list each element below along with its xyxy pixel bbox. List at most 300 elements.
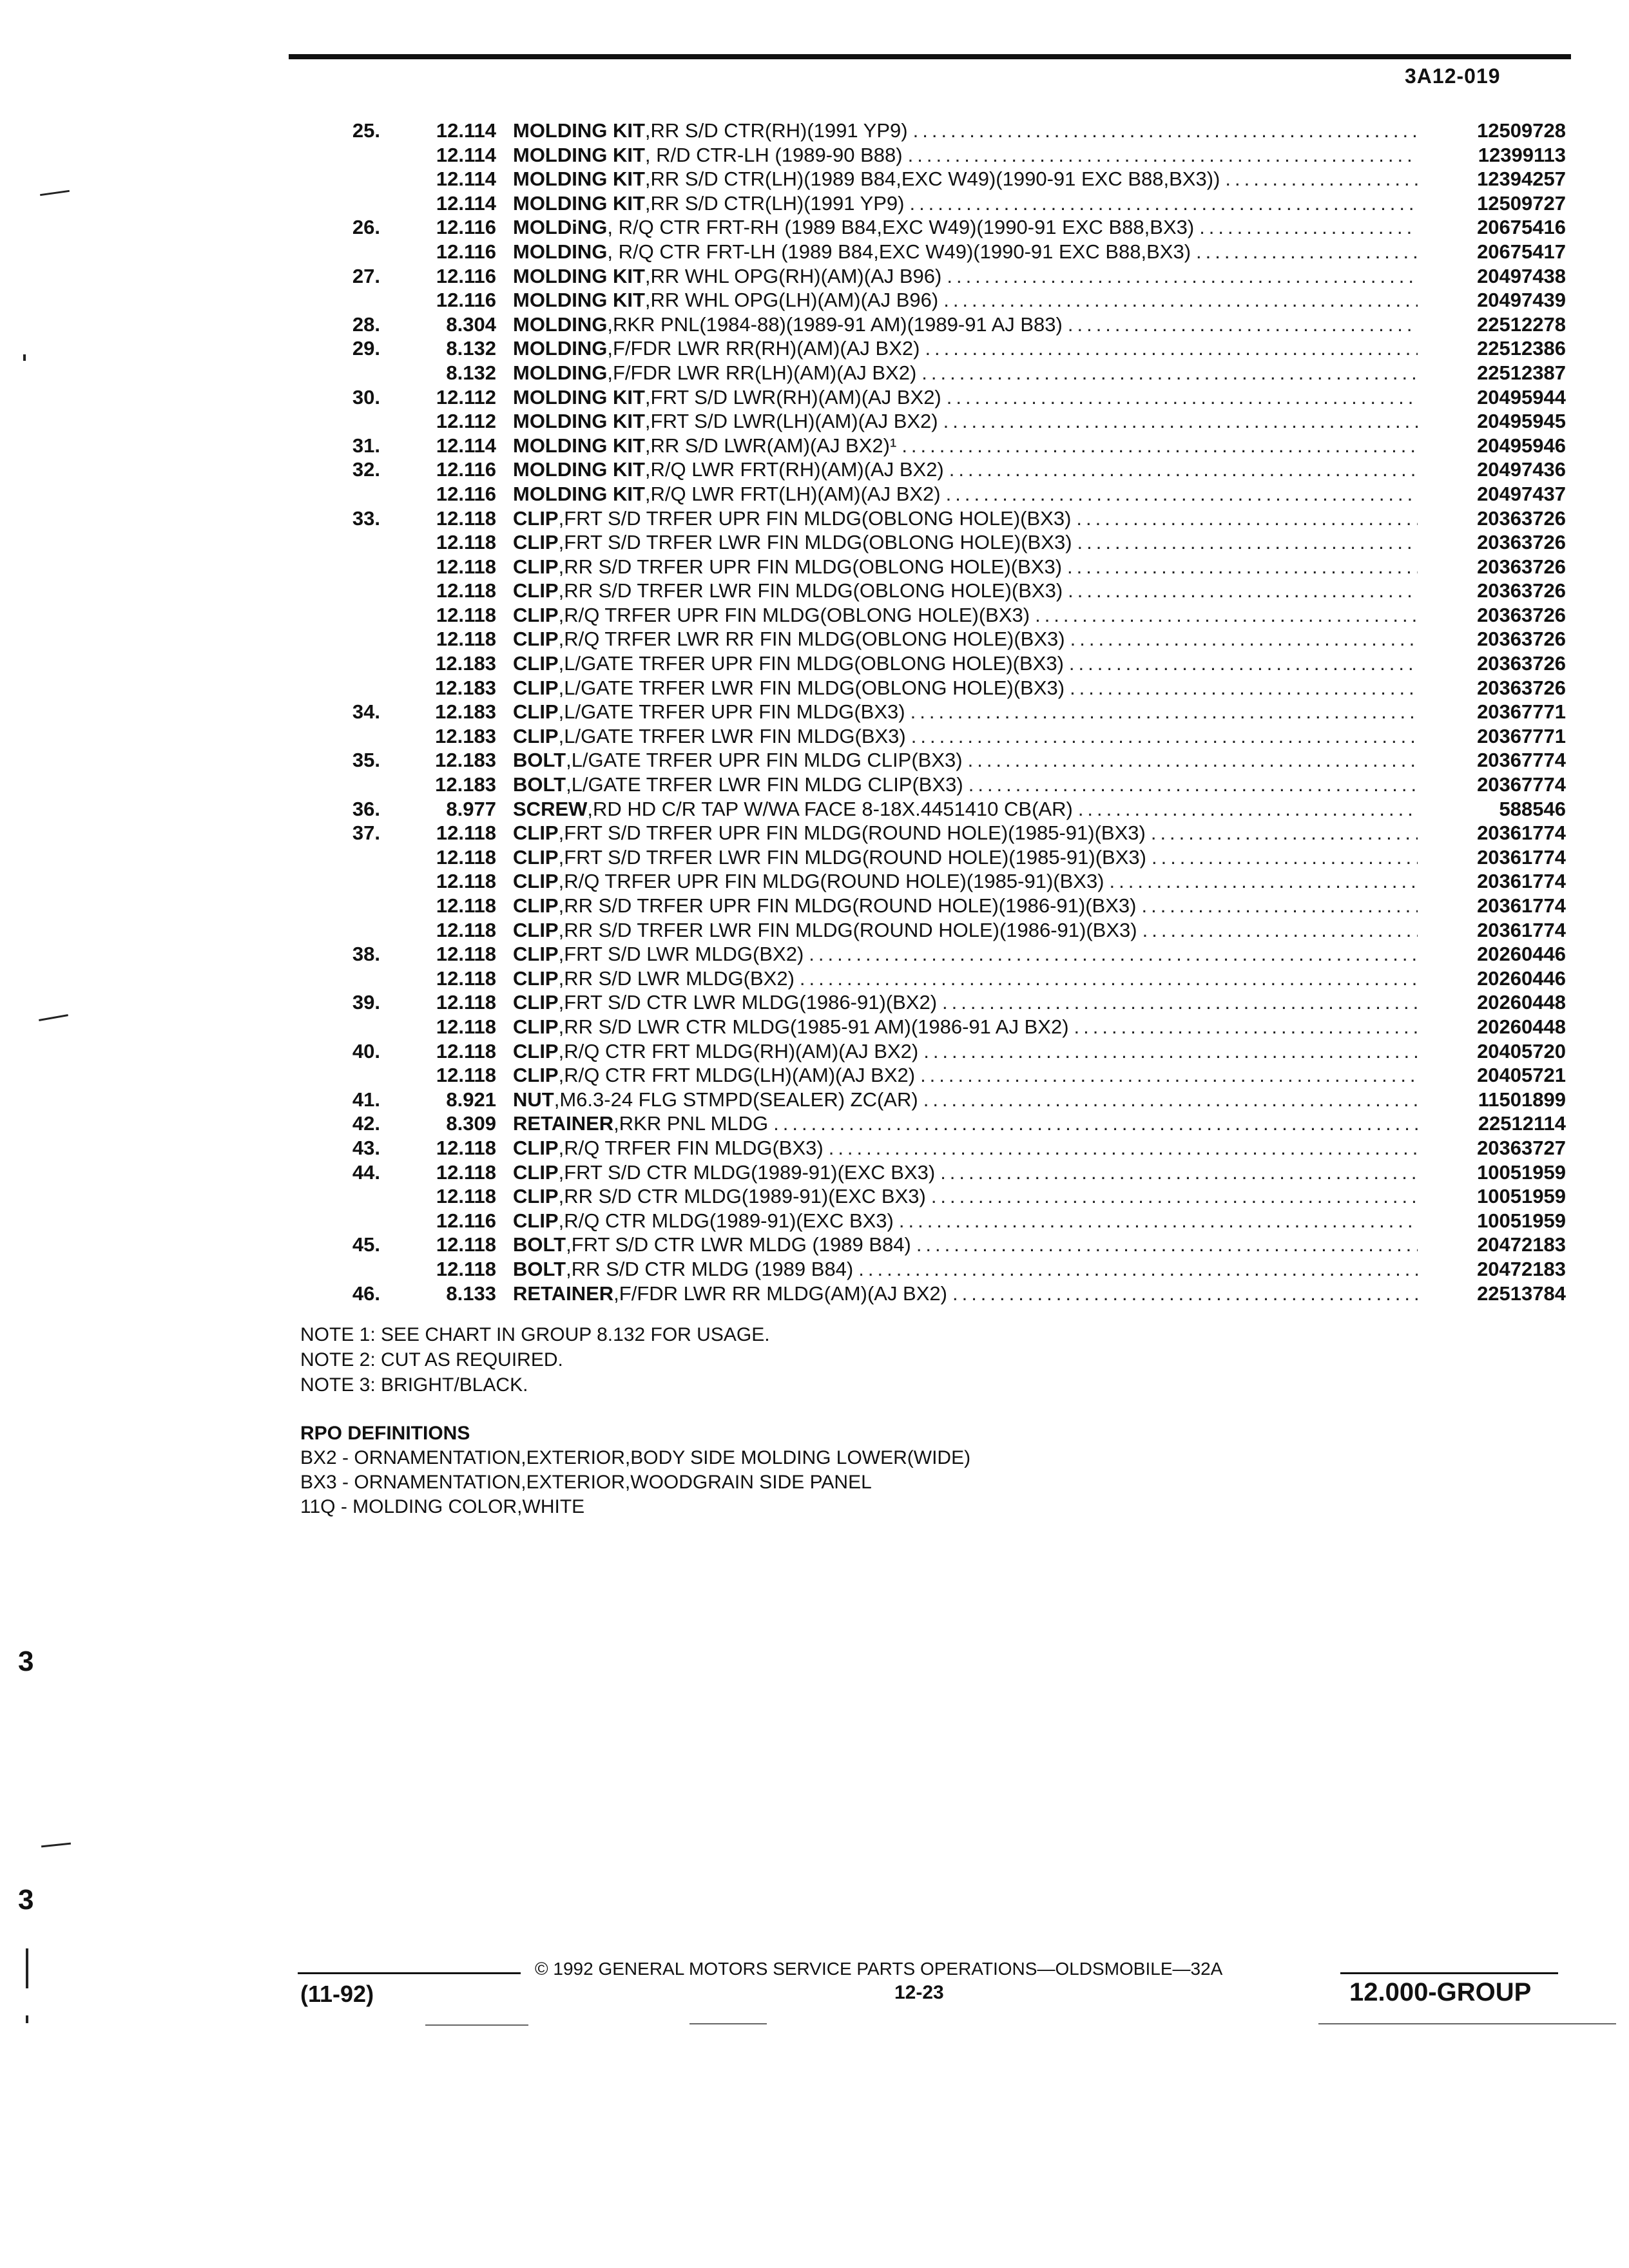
part-name: MOLDING KIT xyxy=(513,143,645,166)
part-name: RETAINER xyxy=(513,1282,614,1305)
leader-dots xyxy=(1199,215,1418,240)
part-number: 12394257 xyxy=(1477,168,1566,191)
group-number: 12.116 xyxy=(436,240,496,263)
part-description xyxy=(513,579,1424,603)
ref-number: 38. xyxy=(352,943,380,966)
part-name: CLIP xyxy=(513,724,559,747)
part-name: MOLDiNG xyxy=(513,216,608,239)
part-detail: ,RR WHL OPG(RH)(AM)(AJ B96) xyxy=(644,264,942,287)
part-row xyxy=(303,724,1566,749)
part-row xyxy=(303,1282,1566,1306)
part-description xyxy=(513,773,1424,797)
ref-number: 43. xyxy=(352,1136,380,1159)
part-row xyxy=(303,1184,1566,1209)
part-row xyxy=(303,361,1566,385)
part-description xyxy=(513,1111,1424,1136)
margin-tick-2 xyxy=(26,2015,28,2023)
part-name: BOLT xyxy=(513,749,566,772)
part-description xyxy=(513,555,1424,579)
ref-number: 42. xyxy=(352,1112,380,1135)
part-name: MOLDING KIT xyxy=(513,482,645,505)
part-name: MOLDING KIT xyxy=(513,119,645,142)
part-detail: ,L/GATE TRFER LWR FIN MLDG CLIP(BX3) xyxy=(566,773,963,796)
rpo-definition-bx2: BX2 - ORNAMENTATION,EXTERIOR,BODY SIDE MOLDING LOWER(WIDE) xyxy=(300,1447,971,1468)
group-number: 12.116 xyxy=(436,458,496,481)
leader-dots xyxy=(909,191,1418,216)
group-number: 12.112 xyxy=(436,410,496,433)
part-name: CLIP xyxy=(513,506,559,530)
part-name: MOLDING KIT xyxy=(513,191,645,215)
part-name: CLIP xyxy=(513,918,559,941)
part-name: CLIP xyxy=(513,628,559,651)
group-number: 8.309 xyxy=(446,1112,496,1135)
part-row xyxy=(303,845,1566,870)
leader-dots xyxy=(947,385,1418,410)
part-row xyxy=(303,119,1566,143)
leader-dots xyxy=(911,700,1418,724)
margin-dash-3 xyxy=(41,1843,71,1848)
part-description xyxy=(513,603,1424,628)
part-detail: ,RR S/D TRFER UPR FIN MLDG(OBLONG HOLE)(BX3) xyxy=(558,555,1063,578)
part-row xyxy=(303,700,1566,724)
part-detail: ,FRT S/D CTR MLDG(1989-91)(EXC BX3) xyxy=(558,1160,936,1184)
part-number: 20497437 xyxy=(1477,482,1566,505)
leader-dots xyxy=(1077,530,1418,555)
part-description xyxy=(513,1015,1424,1039)
ref-number: 29. xyxy=(352,337,380,360)
part-name: MOLDING KIT xyxy=(513,264,645,287)
part-description xyxy=(513,942,1424,966)
part-number: 20260448 xyxy=(1477,991,1566,1014)
margin-bar xyxy=(26,1948,28,1988)
part-description xyxy=(513,845,1424,870)
page-id: 3A12-019 xyxy=(1405,64,1501,88)
group-number: 12.116 xyxy=(436,216,496,239)
part-detail: ,R/Q CTR FRT MLDG(LH)(AM)(AJ BX2) xyxy=(558,1064,916,1087)
part-number: 20363726 xyxy=(1477,531,1566,554)
part-row xyxy=(303,990,1566,1015)
group-number: 12.118 xyxy=(436,1185,496,1208)
part-name: CLIP xyxy=(513,894,559,917)
part-detail: ,FRT S/D TRFER UPR FIN MLDG(OBLONG HOLE)(BX3) xyxy=(558,506,1072,530)
part-detail: ,RR S/D TRFER UPR FIN MLDG(ROUND HOLE)(1986-91)(BX3) xyxy=(558,894,1137,917)
part-description xyxy=(513,312,1424,337)
part-name: MOLDING KIT xyxy=(513,385,645,408)
leader-dots xyxy=(809,942,1418,966)
part-description xyxy=(513,361,1424,385)
part-number: 20367774 xyxy=(1477,749,1566,772)
note-2: NOTE 2: CUT AS REQUIRED. xyxy=(300,1349,563,1370)
part-number: 20363726 xyxy=(1477,676,1566,699)
part-description xyxy=(513,748,1424,773)
rpo-definition-11q: 11Q - MOLDING COLOR,WHITE xyxy=(300,1496,585,1517)
group-number: 12.118 xyxy=(436,870,496,893)
part-row xyxy=(303,748,1566,773)
part-row xyxy=(303,336,1566,361)
leader-dots xyxy=(923,1039,1418,1064)
ref-number: 25. xyxy=(352,119,380,142)
part-description xyxy=(513,1257,1424,1282)
part-name: RETAINER xyxy=(513,1112,614,1135)
part-row xyxy=(303,191,1566,216)
part-description xyxy=(513,264,1424,289)
part-name: CLIP xyxy=(513,1015,559,1038)
part-name: CLIP xyxy=(513,676,559,699)
part-description xyxy=(513,482,1424,506)
part-name: CLIP xyxy=(513,579,559,602)
part-name: CLIP xyxy=(513,991,559,1014)
part-detail: ,RR S/D CTR(LH)(1989 B84,EXC W49)(1990-91 EXC B88,BX3)) xyxy=(644,168,1220,191)
group-number: 12.118 xyxy=(436,894,496,917)
part-row xyxy=(303,797,1566,822)
part-number: 10051959 xyxy=(1477,1185,1566,1208)
part-row xyxy=(303,579,1566,603)
leader-dots xyxy=(1225,167,1418,191)
part-name: MOLDING xyxy=(513,337,608,360)
leader-dots xyxy=(899,1209,1418,1233)
leader-dots xyxy=(1067,555,1418,579)
part-row xyxy=(303,240,1566,264)
part-description xyxy=(513,530,1424,555)
leader-dots xyxy=(1151,821,1418,845)
margin-dash-2 xyxy=(39,1014,68,1021)
leader-dots xyxy=(1070,627,1418,651)
part-name: CLIP xyxy=(513,1136,559,1159)
part-number: 20497436 xyxy=(1477,458,1566,481)
part-number: 22512114 xyxy=(1478,1112,1566,1135)
part-description xyxy=(513,966,1424,991)
part-row xyxy=(303,942,1566,966)
part-row xyxy=(303,555,1566,579)
leader-dots xyxy=(1069,651,1418,676)
footer-rule-left xyxy=(298,1972,521,1974)
leader-dots xyxy=(923,1088,1418,1112)
part-number: 12509728 xyxy=(1477,119,1566,142)
part-description xyxy=(513,409,1424,434)
footer-page-number: 12-23 xyxy=(894,1982,944,2003)
part-name: MOLDING KIT xyxy=(513,410,645,433)
part-detail: ,F/FDR LWR RR(RH)(AM)(AJ BX2) xyxy=(607,337,920,360)
part-number: 12399113 xyxy=(1478,143,1566,166)
part-number: 20405721 xyxy=(1477,1064,1566,1087)
part-number: 20472183 xyxy=(1477,1257,1566,1280)
part-row xyxy=(303,1088,1566,1112)
part-detail: ,RR S/D TRFER LWR FIN MLDG(OBLONG HOLE)(BX3) xyxy=(558,579,1063,602)
part-row xyxy=(303,1209,1566,1233)
part-name: CLIP xyxy=(513,603,559,626)
part-detail: ,RR S/D CTR(LH)(1991 YP9) xyxy=(644,191,905,215)
part-detail: ,R/Q TRFER UPR FIN MLDG(OBLONG HOLE)(BX3) xyxy=(558,603,1030,626)
part-detail: ,R/Q TRFER FIN MLDG(BX3) xyxy=(558,1136,824,1159)
group-number: 12.116 xyxy=(436,482,496,505)
part-number: 20363726 xyxy=(1477,628,1566,651)
margin-dash-1 xyxy=(40,190,70,196)
group-number: 12.118 xyxy=(436,991,496,1014)
part-row xyxy=(303,1136,1566,1160)
ref-number: 28. xyxy=(352,312,380,336)
part-number: 20367771 xyxy=(1477,700,1566,724)
leader-dots xyxy=(947,264,1418,289)
ref-number: 27. xyxy=(352,264,380,287)
part-description xyxy=(513,1282,1424,1306)
ref-number: 34. xyxy=(352,700,380,724)
part-description xyxy=(513,990,1424,1015)
part-description xyxy=(513,1160,1424,1185)
rpo-title: RPO DEFINITIONS xyxy=(300,1423,470,1444)
part-number: 10051959 xyxy=(1477,1209,1566,1232)
part-detail: ,L/GATE TRFER UPR FIN MLDG(OBLONG HOLE)(BX3) xyxy=(558,652,1064,675)
part-name: MOLDING KIT xyxy=(513,289,645,312)
group-number: 12.183 xyxy=(435,724,496,747)
part-detail: ,RR S/D CTR MLDG (1989 B84) xyxy=(566,1257,854,1280)
part-number: 20363726 xyxy=(1477,506,1566,530)
part-detail: ,FRT S/D LWR(RH)(AM)(AJ BX2) xyxy=(644,385,941,408)
part-name: CLIP xyxy=(513,1209,559,1232)
margin-glyph-2: 3 xyxy=(18,1884,34,1916)
group-number: 12.118 xyxy=(436,1233,496,1256)
part-description xyxy=(513,119,1424,143)
part-row xyxy=(303,506,1566,531)
part-row xyxy=(303,1039,1566,1064)
part-row xyxy=(303,409,1566,434)
part-detail: ,RKR PNL MLDG xyxy=(613,1112,769,1135)
leader-dots xyxy=(969,773,1418,797)
group-number: 12.118 xyxy=(436,1160,496,1184)
part-number: 20361774 xyxy=(1477,918,1566,941)
ref-number: 45. xyxy=(352,1233,380,1256)
group-number: 12.114 xyxy=(436,143,496,166)
part-number: 20367774 xyxy=(1477,773,1566,796)
leader-dots xyxy=(946,482,1418,506)
part-detail: , R/Q CTR FRT-LH (1989 B84,EXC W49)(1990-91 EXC B88,BX3) xyxy=(607,240,1191,263)
part-detail: ,FRT S/D CTR LWR MLDG (1989 B84) xyxy=(566,1233,911,1256)
copyright-text: © 1992 GENERAL MOTORS SERVICE PARTS OPERATIONS—OLDSMOBILE—32A xyxy=(535,1959,1223,1979)
group-number: 8.132 xyxy=(446,337,496,360)
ref-number: 31. xyxy=(352,434,380,457)
part-number: 20405720 xyxy=(1477,1039,1566,1062)
ref-number: 44. xyxy=(352,1160,380,1184)
part-row xyxy=(303,651,1566,676)
part-number: 20363727 xyxy=(1477,1136,1566,1159)
part-name: CLIP xyxy=(513,966,559,990)
part-number: 20472183 xyxy=(1477,1233,1566,1256)
part-description xyxy=(513,215,1424,240)
part-detail: ,R/Q LWR FRT(LH)(AM)(AJ BX2) xyxy=(644,482,941,505)
leader-dots xyxy=(858,1257,1418,1282)
part-number: 20363726 xyxy=(1477,579,1566,602)
part-row xyxy=(303,821,1566,845)
part-name: CLIP xyxy=(513,652,559,675)
group-number: 12.114 xyxy=(436,434,496,457)
part-description xyxy=(513,651,1424,676)
part-row xyxy=(303,312,1566,337)
group-number: 12.183 xyxy=(435,773,496,796)
scan-rule-3 xyxy=(1318,2023,1616,2024)
part-description xyxy=(513,1209,1424,1233)
part-description xyxy=(513,1063,1424,1088)
part-row xyxy=(303,1111,1566,1136)
part-row xyxy=(303,385,1566,410)
part-number: 20675417 xyxy=(1477,240,1566,263)
part-row xyxy=(303,143,1566,168)
leader-dots xyxy=(1142,918,1418,943)
part-name: SCREW xyxy=(513,797,588,820)
rpo-definitions xyxy=(300,1421,970,1519)
part-detail: ,F/FDR LWR RR MLDG(AM)(AJ BX2) xyxy=(613,1282,947,1305)
leader-dots xyxy=(1074,1015,1418,1039)
note-1: NOTE 1: SEE CHART IN GROUP 8.132 FOR USAGE. xyxy=(300,1324,770,1345)
footer-group: 12.000-GROUP xyxy=(1349,1978,1532,2006)
part-name: MOLDING xyxy=(513,240,608,263)
group-number: 12.118 xyxy=(436,579,496,602)
group-number: 12.183 xyxy=(435,676,496,699)
part-number: 22512278 xyxy=(1477,312,1566,336)
part-description xyxy=(513,700,1424,724)
part-detail: ,RR S/D TRFER LWR FIN MLDG(ROUND HOLE)(1986-91)(BX3) xyxy=(558,918,1137,941)
part-number: 22512387 xyxy=(1477,361,1566,384)
part-description xyxy=(513,894,1424,918)
group-number: 12.118 xyxy=(436,628,496,651)
part-name: NUT xyxy=(513,1088,554,1111)
part-detail: ,RR S/D CTR(RH)(1991 YP9) xyxy=(644,119,908,142)
scan-rule-2 xyxy=(689,2023,767,2024)
part-detail: ,FRT S/D LWR MLDG(BX2) xyxy=(558,943,804,966)
part-detail: ,FRT S/D TRFER UPR FIN MLDG(ROUND HOLE)(1985-91)(BX3) xyxy=(558,822,1146,845)
part-row xyxy=(303,676,1566,700)
part-detail: , R/D CTR-LH (1989-90 B88) xyxy=(644,143,903,166)
part-description xyxy=(513,336,1424,361)
leader-dots xyxy=(773,1111,1418,1136)
part-detail: ,R/Q CTR FRT MLDG(RH)(AM)(AJ BX2) xyxy=(558,1039,919,1062)
margin-tick-1 xyxy=(23,354,26,361)
group-number: 12.118 xyxy=(436,966,496,990)
group-number: 8.977 xyxy=(446,797,496,820)
group-number: 12.118 xyxy=(436,531,496,554)
part-detail: ,RR WHL OPG(LH)(AM)(AJ B96) xyxy=(644,289,939,312)
part-detail: ,FRT S/D TRFER LWR FIN MLDG(OBLONG HOLE)(BX3) xyxy=(558,531,1072,554)
part-number: 20260446 xyxy=(1477,943,1566,966)
part-name: CLIP xyxy=(513,870,559,893)
group-number: 12.114 xyxy=(436,191,496,215)
leader-dots xyxy=(1141,894,1418,918)
part-name: CLIP xyxy=(513,822,559,845)
part-detail: ,R/Q LWR FRT(RH)(AM)(AJ BX2) xyxy=(644,458,944,481)
part-detail: ,R/Q CTR MLDG(1989-91)(EXC BX3) xyxy=(558,1209,894,1232)
part-name: CLIP xyxy=(513,845,559,869)
part-description xyxy=(513,191,1424,216)
part-name: MOLDING KIT xyxy=(513,434,645,457)
leader-dots xyxy=(901,434,1418,458)
leader-dots xyxy=(925,336,1418,361)
part-row xyxy=(303,457,1566,482)
part-detail: ,FRT S/D CTR LWR MLDG(1986-91)(BX2) xyxy=(558,991,938,1014)
part-number: 22513784 xyxy=(1477,1282,1566,1305)
parts-list xyxy=(303,119,1566,1305)
group-number: 12.114 xyxy=(436,168,496,191)
part-number: 20260448 xyxy=(1477,1015,1566,1038)
group-number: 12.116 xyxy=(436,264,496,287)
leader-dots xyxy=(800,966,1418,991)
part-name: MOLDING xyxy=(513,312,608,336)
leader-dots xyxy=(1196,240,1418,264)
part-description xyxy=(513,457,1424,482)
leader-dots xyxy=(1078,797,1418,822)
part-description xyxy=(513,627,1424,651)
group-number: 12.118 xyxy=(436,1136,496,1159)
group-number: 12.118 xyxy=(436,918,496,941)
part-row xyxy=(303,869,1566,894)
part-detail: ,R/Q TRFER LWR RR FIN MLDG(OBLONG HOLE)(BX3) xyxy=(558,628,1065,651)
group-number: 12.118 xyxy=(436,506,496,530)
part-number: 20367771 xyxy=(1477,724,1566,747)
part-description xyxy=(513,434,1424,458)
leader-dots xyxy=(1070,676,1418,700)
leader-dots xyxy=(920,1063,1418,1088)
part-name: MOLDING xyxy=(513,361,608,384)
part-number: 20361774 xyxy=(1477,870,1566,893)
group-number: 12.183 xyxy=(435,700,496,724)
part-detail: ,M6.3-24 FLG STMPD(SEALER) ZC(AR) xyxy=(554,1088,918,1111)
group-number: 8.132 xyxy=(446,361,496,384)
part-description xyxy=(513,1184,1424,1209)
part-row xyxy=(303,1233,1566,1257)
top-rule xyxy=(289,54,1571,59)
part-description xyxy=(513,918,1424,943)
part-detail: ,RR S/D CTR MLDG(1989-91)(EXC BX3) xyxy=(558,1185,926,1208)
part-row xyxy=(303,530,1566,555)
part-description xyxy=(513,724,1424,749)
part-row xyxy=(303,1015,1566,1039)
part-name: CLIP xyxy=(513,1185,559,1208)
part-description xyxy=(513,797,1424,822)
leader-dots xyxy=(921,361,1418,385)
part-description xyxy=(513,676,1424,700)
leader-dots xyxy=(911,724,1418,749)
leader-dots xyxy=(943,288,1418,312)
ref-number: 36. xyxy=(352,797,380,820)
group-number: 8.304 xyxy=(446,312,496,336)
part-row xyxy=(303,434,1566,458)
part-name: CLIP xyxy=(513,1064,559,1087)
rpo-definition-bx3: BX3 - ORNAMENTATION,EXTERIOR,WOODGRAIN SIDE PANEL xyxy=(300,1472,872,1493)
part-detail: ,R/Q TRFER UPR FIN MLDG(ROUND HOLE)(1985-91)(BX3) xyxy=(558,870,1104,893)
part-detail: ,RR S/D LWR CTR MLDG(1985-91 AM)(1986-91 AJ BX2) xyxy=(558,1015,1069,1038)
margin-glyph-1: 3 xyxy=(18,1646,34,1677)
group-number: 12.118 xyxy=(436,1015,496,1038)
part-number: 20260446 xyxy=(1477,966,1566,990)
part-name: MOLDING KIT xyxy=(513,458,645,481)
part-detail: , R/Q CTR FRT-RH (1989 B84,EXC W49)(1990-91 EXC B88,BX3) xyxy=(607,216,1195,239)
part-name: BOLT xyxy=(513,1233,566,1256)
group-number: 12.118 xyxy=(436,1039,496,1062)
part-detail: ,RR S/D LWR(AM)(AJ BX2)¹ xyxy=(644,434,897,457)
part-description xyxy=(513,1233,1424,1257)
part-detail: ,L/GATE TRFER UPR FIN MLDG(BX3) xyxy=(558,700,905,724)
group-number: 12.118 xyxy=(436,845,496,869)
leader-dots xyxy=(949,457,1418,482)
footer-date: (11-92) xyxy=(300,1981,374,2007)
part-row xyxy=(303,482,1566,506)
footer-rule-right xyxy=(1340,1972,1558,1974)
note-3: NOTE 3: BRIGHT/BLACK. xyxy=(300,1374,528,1396)
part-number: 20497438 xyxy=(1477,264,1566,287)
ref-number: 39. xyxy=(352,991,380,1014)
part-detail: ,F/FDR LWR RR(LH)(AM)(AJ BX2) xyxy=(607,361,917,384)
part-number: 20675416 xyxy=(1477,216,1566,239)
group-number: 12.118 xyxy=(436,603,496,626)
part-detail: ,L/GATE TRFER LWR FIN MLDG(OBLONG HOLE)(BX3) xyxy=(558,676,1065,699)
part-detail: ,RD HD C/R TAP W/WA FACE 8-18X.4451410 CB(AR) xyxy=(587,797,1073,820)
